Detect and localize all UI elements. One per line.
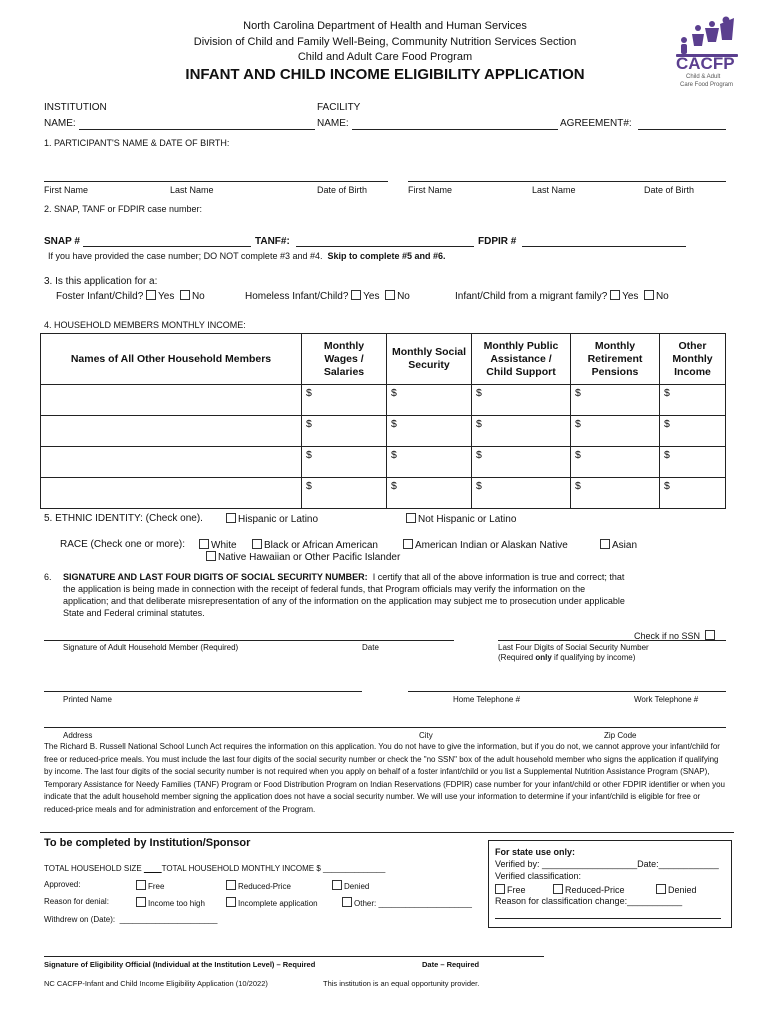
retirement-cell[interactable]: $ [571, 447, 660, 478]
facility-label: FACILITY [317, 102, 361, 113]
state-reduced-checkbox[interactable] [553, 884, 563, 894]
tanf-label: TANF#: [255, 236, 290, 247]
reason-denial-label: Reason for denial: [44, 897, 109, 906]
section-4-heading: 4. HOUSEHOLD MEMBERS MONTHLY INCOME: [44, 320, 246, 330]
p1-dob-label: Date of Birth [317, 185, 368, 195]
p1-last-name-label: Last Name [170, 185, 214, 195]
hispanic-checkbox[interactable] [226, 513, 236, 523]
p2-last-name-label: Last Name [532, 185, 576, 195]
col-public-assistance: Monthly Public Assistance / Child Support [472, 334, 571, 385]
address-label: Address [63, 731, 93, 740]
approved-free-checkbox[interactable] [136, 880, 146, 890]
section-3-heading: 3. Is this application for a: [44, 276, 158, 287]
not-hispanic-option: Not Hispanic or Latino [406, 513, 516, 525]
section-6-line-1: SIGNATURE AND LAST FOUR DIGITS OF SOCIAL SECURITY NUMBER: I certify that all of the above information is true and correct; that [63, 572, 625, 582]
ss-cell[interactable]: $ [387, 478, 472, 509]
ss-cell[interactable]: $ [387, 447, 472, 478]
col-names: Names of All Other Household Members [41, 334, 302, 385]
disclaimer-text: The Richard B. Russell National School Lunch Act requires the information on this application. You do not have to give the information, but if you do not, we cannot approve your infant/child for free or reduced-price meals. You must include the last four digits of the social security number or check the "no SSN" box of the adult household member who signs the application if qualifying by income. The last four digits of the social security number is not required when you apply on behalf of a foster infant/child or you list a Supplemental Nutrition Assistance Program (SNAP), Temporary Assistance for Needy Families (TANF) Program or Food Distribution Program on Indian Reservations (FDPIR) case number for your infant/child or other FDPIR identifier or when you indicate that the adult household member signing the application does not have a social security number. We will use your information to determine if your infant/child is eligible for free or reduced-price meals and for administration and enforcement of the Program. [44, 742, 725, 814]
assistance-cell[interactable]: $ [472, 385, 571, 416]
other-cell[interactable]: $ [660, 478, 726, 509]
header-line-1: North Carolina Department of Health and Human Services [243, 20, 527, 32]
other-checkbox[interactable] [342, 897, 352, 907]
retirement-cell[interactable]: $ [571, 385, 660, 416]
tanf-field[interactable] [296, 246, 474, 247]
logo-sub-2: Care Food Program [680, 82, 734, 88]
col-wages: Monthly Wages / Salaries [302, 334, 387, 385]
divider [40, 832, 734, 833]
foster-question: Foster Infant/Child? Yes No [56, 291, 205, 302]
state-denied-option: Denied [656, 884, 697, 895]
p1-first-name-label: First Name [44, 185, 89, 195]
institution-section-heading: To be completed by Institution/Sponsor [44, 837, 251, 849]
approved-reduced-option: Reduced-Price [226, 880, 291, 891]
col-other-income: Other Monthly Income [660, 334, 726, 385]
p2-dob-label: Date of Birth [644, 185, 695, 195]
other-cell[interactable]: $ [660, 416, 726, 447]
state-use-heading: For state use only: [495, 847, 576, 857]
agreement-field[interactable] [638, 129, 726, 130]
white-checkbox[interactable] [199, 539, 209, 549]
native-american-checkbox[interactable] [403, 539, 413, 549]
reason-too-high-option: Income too high [136, 897, 205, 908]
signature-date-label: Date [362, 643, 379, 652]
retirement-cell[interactable]: $ [571, 478, 660, 509]
classification-change-field[interactable] [495, 918, 721, 919]
logo-sub-1: Child & Adult [686, 74, 721, 80]
official-date-label: Date – Required [422, 960, 480, 969]
no-ssn-option: Check if no SSN [634, 630, 717, 641]
section-6-line-2: the application is being made in connection with the receipt of federal funds, that Program officials may verify the information on the [63, 584, 586, 594]
income-table [40, 333, 726, 509]
wages-cell[interactable]: $ [302, 447, 387, 478]
fdpir-label: FDPIR # [478, 236, 517, 247]
too-high-checkbox[interactable] [136, 897, 146, 907]
state-reduced-option: Reduced-Price [553, 884, 625, 895]
race-asian-option: Asian [600, 539, 637, 551]
participant-1-field[interactable] [44, 181, 388, 182]
member-name-cell[interactable] [41, 447, 302, 478]
home-phone-label: Home Telephone # [453, 695, 521, 704]
race-label: RACE (Check one or more): [60, 539, 186, 550]
printed-name-label: Printed Name [63, 695, 112, 704]
wages-cell[interactable]: $ [302, 416, 387, 447]
assistance-cell[interactable]: $ [472, 416, 571, 447]
member-name-cell[interactable] [41, 385, 302, 416]
race-native-american-option: American Indian or Alaskan Native [403, 539, 568, 551]
form-id: NC CACFP-Infant and Child Income Eligibility Application (10/2022) [44, 979, 268, 988]
approved-denied-option: Denied [332, 880, 369, 891]
state-free-checkbox[interactable] [495, 884, 505, 894]
retirement-cell[interactable]: $ [571, 416, 660, 447]
wages-cell[interactable]: $ [302, 478, 387, 509]
snap-label: SNAP # [44, 236, 80, 247]
homeless-yes-checkbox[interactable] [351, 290, 361, 300]
incomplete-checkbox[interactable] [226, 897, 236, 907]
snap-field[interactable] [83, 246, 251, 247]
verified-classification-label: Verified classification: [495, 871, 582, 881]
race-white-option: White [199, 539, 237, 551]
ss-cell[interactable]: $ [387, 385, 472, 416]
signature-field[interactable] [44, 640, 454, 641]
other-cell[interactable]: $ [660, 447, 726, 478]
ssn-note: (Required only if qualifying by income) [498, 653, 636, 662]
institution-name-label: NAME: [44, 118, 76, 129]
page-title: INFANT AND CHILD INCOME ELIGIBILITY APPLICATION [185, 66, 585, 83]
city-label: City [419, 731, 433, 740]
assistance-cell[interactable]: $ [472, 447, 571, 478]
official-signature-label: Signature of Eligibility Official (Individual at the Institution Level) – Required [44, 960, 316, 969]
assistance-cell[interactable]: $ [472, 478, 571, 509]
other-cell[interactable]: $ [660, 385, 726, 416]
fdpir-field[interactable] [522, 246, 686, 247]
section-6-line-4: State and Federal criminal statutes. [63, 608, 205, 618]
migrant-yes-checkbox[interactable] [610, 290, 620, 300]
ssn-label: Last Four Digits of Social Security Number [498, 643, 649, 652]
phone-field[interactable] [408, 691, 726, 692]
total-household-size: TOTAL HOUSEHOLD SIZE TOTAL HOUSEHOLD MONTHLY INCOME $ ______________ [44, 864, 386, 873]
col-retirement: Monthly Retirement Pensions [571, 334, 660, 385]
signature-label: Signature of Adult Household Member (Required) [63, 643, 239, 652]
participant-2-field[interactable] [408, 181, 726, 182]
agreement-label: AGREEMENT#: [560, 118, 632, 129]
state-denied-checkbox[interactable] [656, 884, 666, 894]
section-2-heading: 2. SNAP, TANF or FDPIR case number: [44, 204, 203, 214]
income-table-header [41, 334, 726, 385]
section-6-line-3: application; and that deliberate misrepresentation of any of the information on the application may subject me to prosecution under applicable [63, 596, 625, 606]
hawaiian-checkbox[interactable] [206, 551, 216, 561]
approved-denied-checkbox[interactable] [332, 880, 342, 890]
equal-opportunity: This institution is an equal opportunity provider. [323, 979, 480, 988]
work-phone-label: Work Telephone # [634, 695, 699, 704]
black-checkbox[interactable] [252, 539, 262, 549]
withdrew-label: Withdrew on (Date): ______________________ [44, 915, 218, 924]
race-hawaiian-option: Native Hawaiian or Other Pacific Islander [206, 551, 400, 563]
approved-free-option: Free [136, 880, 164, 891]
section-2-note: If you have provided the case number; DO NOT complete #3 and #4. Skip to complete #5 and #6. [48, 251, 446, 261]
section-5-heading: 5. ETHNIC IDENTITY: (Check one). [44, 513, 203, 524]
facility-name-field[interactable] [352, 129, 558, 130]
classification-change-label: Reason for classification change:___________ [495, 896, 683, 906]
reason-incomplete-option: Incomplete application [226, 897, 318, 908]
table-row [41, 385, 726, 416]
foster-no-checkbox[interactable] [180, 290, 190, 300]
institution-label: INSTITUTION [44, 102, 107, 113]
migrant-no-checkbox[interactable] [644, 290, 654, 300]
member-name-cell[interactable] [41, 416, 302, 447]
printed-name-field[interactable] [44, 691, 362, 692]
p2-first-name-label: First Name [408, 185, 453, 195]
homeless-no-checkbox[interactable] [385, 290, 395, 300]
asian-checkbox[interactable] [600, 539, 610, 549]
cacfp-logo [672, 14, 742, 94]
section-1-heading: 1. PARTICIPANT'S NAME & DATE OF BIRTH: [44, 138, 230, 148]
table-row [41, 416, 726, 447]
official-signature-field[interactable] [44, 956, 544, 957]
wages-cell[interactable]: $ [302, 385, 387, 416]
approved-label: Approved: [44, 880, 81, 889]
logo-text: CACFP [676, 54, 735, 73]
verified-by-label: Verified by: ___________________Date:____________ [495, 859, 719, 869]
approved-reduced-checkbox[interactable] [226, 880, 236, 890]
not-hispanic-checkbox[interactable] [406, 513, 416, 523]
state-free-option: Free [495, 884, 526, 895]
race-black-option: Black or African American [252, 539, 378, 551]
migrant-question: Infant/Child from a migrant family? Yes No [455, 291, 669, 302]
people-figures-icon [672, 14, 742, 58]
facility-name-label: NAME: [317, 118, 349, 129]
ss-cell[interactable]: $ [387, 416, 472, 447]
foster-yes-checkbox[interactable] [146, 290, 156, 300]
section-6-number: 6. [44, 572, 52, 582]
hispanic-option: Hispanic or Latino [226, 513, 318, 525]
ssn-field[interactable] [498, 640, 726, 641]
header-line-2: Division of Child and Family Well-Being, Community Nutrition Services Section [193, 36, 577, 48]
col-social-security: Monthly Social Security [387, 334, 472, 385]
address-field[interactable] [44, 727, 726, 728]
table-row [41, 478, 726, 509]
zip-label: Zip Code [604, 731, 637, 740]
institution-name-field[interactable] [79, 129, 315, 130]
reason-other-option: Other: _____________________ [342, 897, 472, 908]
header-line-3: Child and Adult Care Food Program [297, 51, 473, 63]
table-row [41, 447, 726, 478]
homeless-question: Homeless Infant/Child? Yes No [245, 291, 410, 302]
no-ssn-checkbox[interactable] [705, 630, 715, 640]
member-name-cell[interactable] [41, 478, 302, 509]
